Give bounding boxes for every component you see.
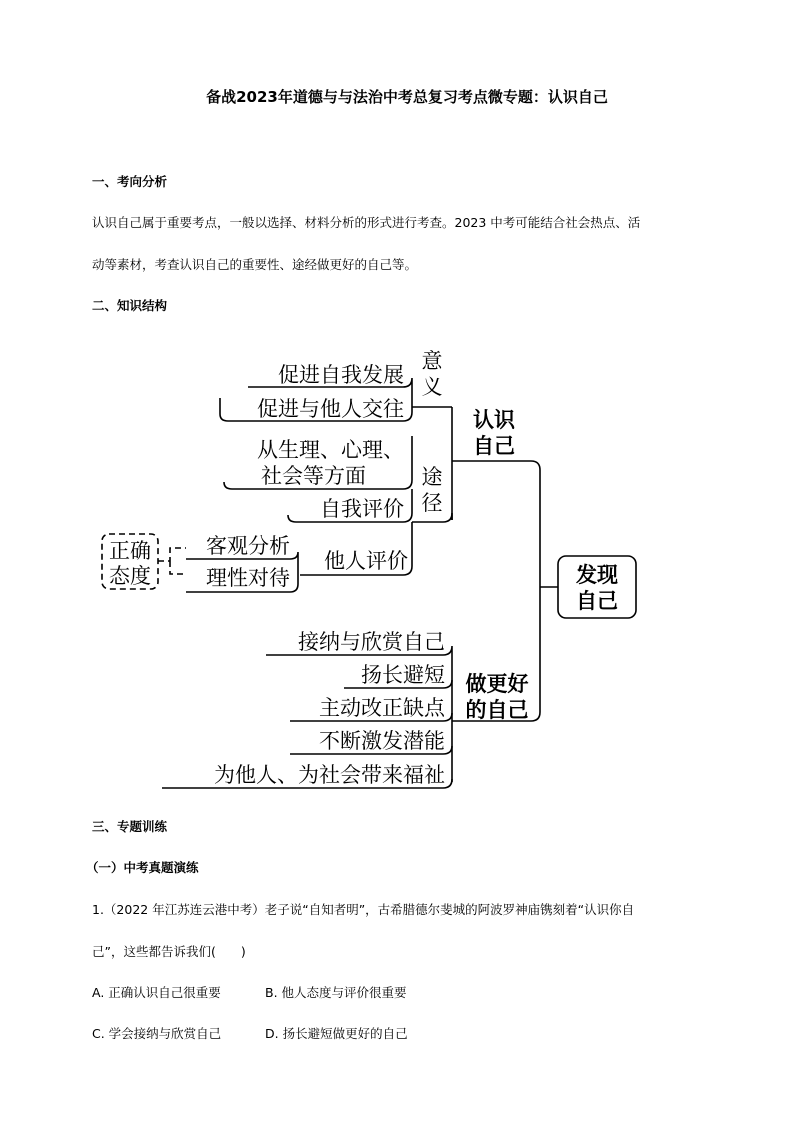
question-1-option-b: B. 他人态度与评价很重要	[265, 985, 407, 1000]
question-1-line2: 己”，这些都告诉我们( )	[92, 944, 246, 959]
meaning-char2: 义	[421, 375, 443, 399]
others-item-1: 客观分析	[206, 534, 290, 558]
meaning-item-1: 促进自我发展	[278, 363, 404, 387]
branch1-line1: 认识	[473, 408, 515, 432]
attitude-line1: 正确	[109, 539, 151, 563]
question-1-line1: 1.（2022 年江苏连云港中考）老子说“自知者明”，古希腊德尔斐城的阿波罗神庙镌刻着“认识你自	[92, 902, 635, 917]
branch2-item-4: 不断激发潜能	[319, 729, 445, 753]
question-1-option-a: A. 正确认识自己很重要	[92, 985, 221, 1000]
way-item-2: 社会等方面	[261, 464, 366, 488]
branch2-line2: 的自己	[465, 698, 529, 722]
analysis-paragraph-line2: 动等素材，考查认识自己的重要性、途经做更好的自己等。	[92, 257, 418, 272]
branch2-item-1: 接纳与欣赏自己	[298, 630, 445, 654]
question-1-option-c: C. 学会接纳与欣赏自己	[92, 1026, 222, 1041]
root-line2: 自己	[576, 589, 618, 613]
branch2-item-2: 扬长避短	[361, 663, 445, 687]
section-heading-training: 三、专题训练	[92, 819, 168, 834]
root-node	[558, 556, 636, 618]
section-heading-structure: 二、知识结构	[92, 298, 168, 313]
root-line1: 发现	[576, 563, 618, 587]
section-heading-analysis: 一、考向分析	[92, 174, 168, 189]
attitude-line2: 态度	[109, 564, 151, 588]
meaning-item-2: 促进与他人交往	[257, 397, 404, 421]
branch1-line2: 自己	[473, 434, 515, 458]
page-title: 备战2023年道德与与法治中考总复习考点微专题：认识自己	[206, 88, 608, 106]
way-char2: 径	[421, 491, 443, 515]
branch2-item-3: 主动改正缺点	[319, 696, 445, 720]
connector-root-branch1	[452, 461, 558, 587]
attitude-connector	[158, 548, 186, 574]
way-item-1: 从生理、心理、	[257, 438, 404, 462]
branch2-line1: 做更好	[465, 672, 529, 696]
way-item-3: 自我评价	[320, 497, 404, 521]
question-1-option-d: D. 扬长避短做更好的自己	[265, 1026, 408, 1041]
subsection-heading-exam: （一）中考真题演练	[86, 860, 199, 875]
meaning-char1: 意	[421, 349, 443, 373]
branch2-item-5: 为他人、为社会带来福祉	[214, 763, 445, 787]
others-label: 他人评价	[324, 549, 408, 573]
way-char1: 途	[421, 465, 443, 489]
others-item-2: 理性对待	[206, 566, 290, 590]
knowledge-mind-map	[0, 330, 794, 810]
analysis-paragraph-line1: 认识自己属于重要考点，一般以选择、材料分析的形式进行考查。2023 中考可能结合社会热点、活	[92, 215, 641, 230]
